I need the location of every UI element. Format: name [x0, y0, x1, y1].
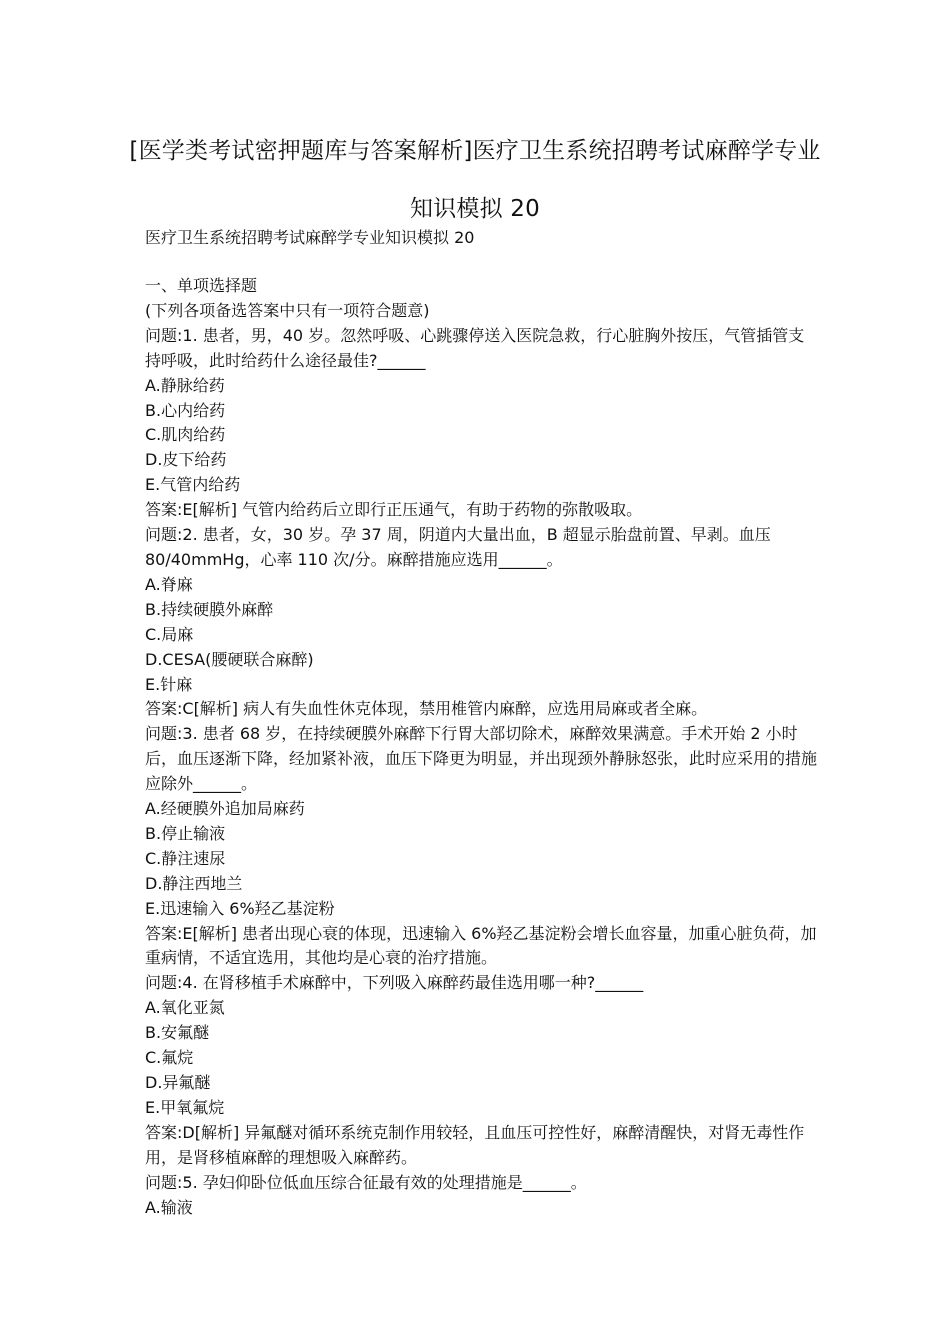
question-5-stem: 问题:5. 孕妇仰卧位低血压综合征最有效的处理措施是______。: [145, 1172, 587, 1192]
question-3-option-e: E.迅速输入 6%羟乙基淀粉: [145, 898, 335, 918]
question-2-answer: 答案:C[解析] 病人有失血性休克体现，禁用椎管内麻醉，应选用局麻或者全麻。: [145, 699, 708, 719]
question-4-answer: 答案:D[解析] 异氟醚对循环系统克制作用较轻，且血压可控性好，麻醉清醒快，对肾无毒性作用，是肾移植麻醉的理想吸入麻醉药。: [145, 1122, 805, 1167]
question-2-stem: 问题:2. 患者，女，30 岁。孕 37 周，阴道内大量出血，B 超显示胎盘前置、早剥。血压 80/40mmHg，心率 110 次/分。麻醉措施应选用______。: [145, 525, 776, 569]
question-4-stem: 问题:4. 在肾移植手术麻醉中，下列吸入麻醉药最佳选用哪一种?______: [145, 973, 644, 993]
question-1-option-a: A.静脉给药: [145, 375, 225, 395]
question-2-option-e: E.针麻: [145, 674, 193, 694]
question-2-option-b: B.持续硬膜外麻醉: [145, 599, 274, 619]
question-4-option-d: D.异氟醚: [145, 1073, 211, 1092]
question-3-option-d: D.静注西地兰: [145, 873, 243, 893]
question-3-option-a: A.经硬膜外追加局麻药: [145, 799, 305, 819]
question-3-option-b: B.停止输液: [145, 823, 226, 843]
question-1-option-d: D.皮下给药: [145, 450, 227, 470]
question-4-option-a: A.氧化亚氮: [145, 998, 225, 1018]
question-1-option-e: E.气管内给药: [145, 475, 241, 495]
question-3-answer: 答案:E[解析] 患者出现心衰的体现，迅速输入 6%羟乙基淀粉会增长血容量，加重心脏负荷，加重病情，不适宜选用，其他均是心衰的治疗措施。: [145, 923, 817, 968]
section-heading: 一、单项选择题: [145, 276, 258, 295]
question-5-option-a: A.输液: [145, 1197, 193, 1217]
question-4-option-c: C.氟烷: [145, 1048, 194, 1068]
question-2-option-d: D.CESA(腰硬联合麻醉): [145, 649, 314, 669]
question-1-stem: 问题:1. 患者，男，40 岁。忽然呼吸、心跳骤停送入医院急救，行心脏胸外按压，气管插管支持呼吸，此时给药什么途径最佳?______: [145, 325, 805, 370]
section-note: (下列各项备选答案中只有一项符合题意): [145, 300, 430, 320]
question-1-option-c: C.肌肉给药: [145, 425, 226, 445]
question-3-stem: 问题:3. 患者 68 岁，在持续硬膜外麻醉下行胃大部切除术，麻醉效果满意。手术开始 2 小时后，血压逐渐下降，经加紧补液，血压下降更为明显，并出现颈外静脉怒张，此时应采用的措施应除外______。: [145, 724, 818, 794]
question-2-option-a: A.脊麻: [145, 574, 193, 594]
question-3-option-c: C.静注速尿: [145, 848, 226, 868]
question-4-option-e: E.甲氧氟烷: [145, 1097, 225, 1117]
question-2-option-c: C.局麻: [145, 624, 194, 644]
document-subtitle: 医疗卫生系统招聘考试麻醉学专业知识模拟 20: [145, 228, 475, 247]
question-4-option-b: B.安氟醚: [145, 1023, 210, 1043]
question-1-option-b: B.心内给药: [145, 400, 226, 420]
document-title: [医学类考试密押题库与答案解析]医疗卫生系统招聘考试麻醉学专业知识模拟 20: [129, 138, 821, 222]
question-1-answer: 答案:E[解析] 气管内给药后立即行正压通气，有助于药物的弥散吸取。: [145, 500, 643, 520]
document-body: [145, 274, 817, 1220]
